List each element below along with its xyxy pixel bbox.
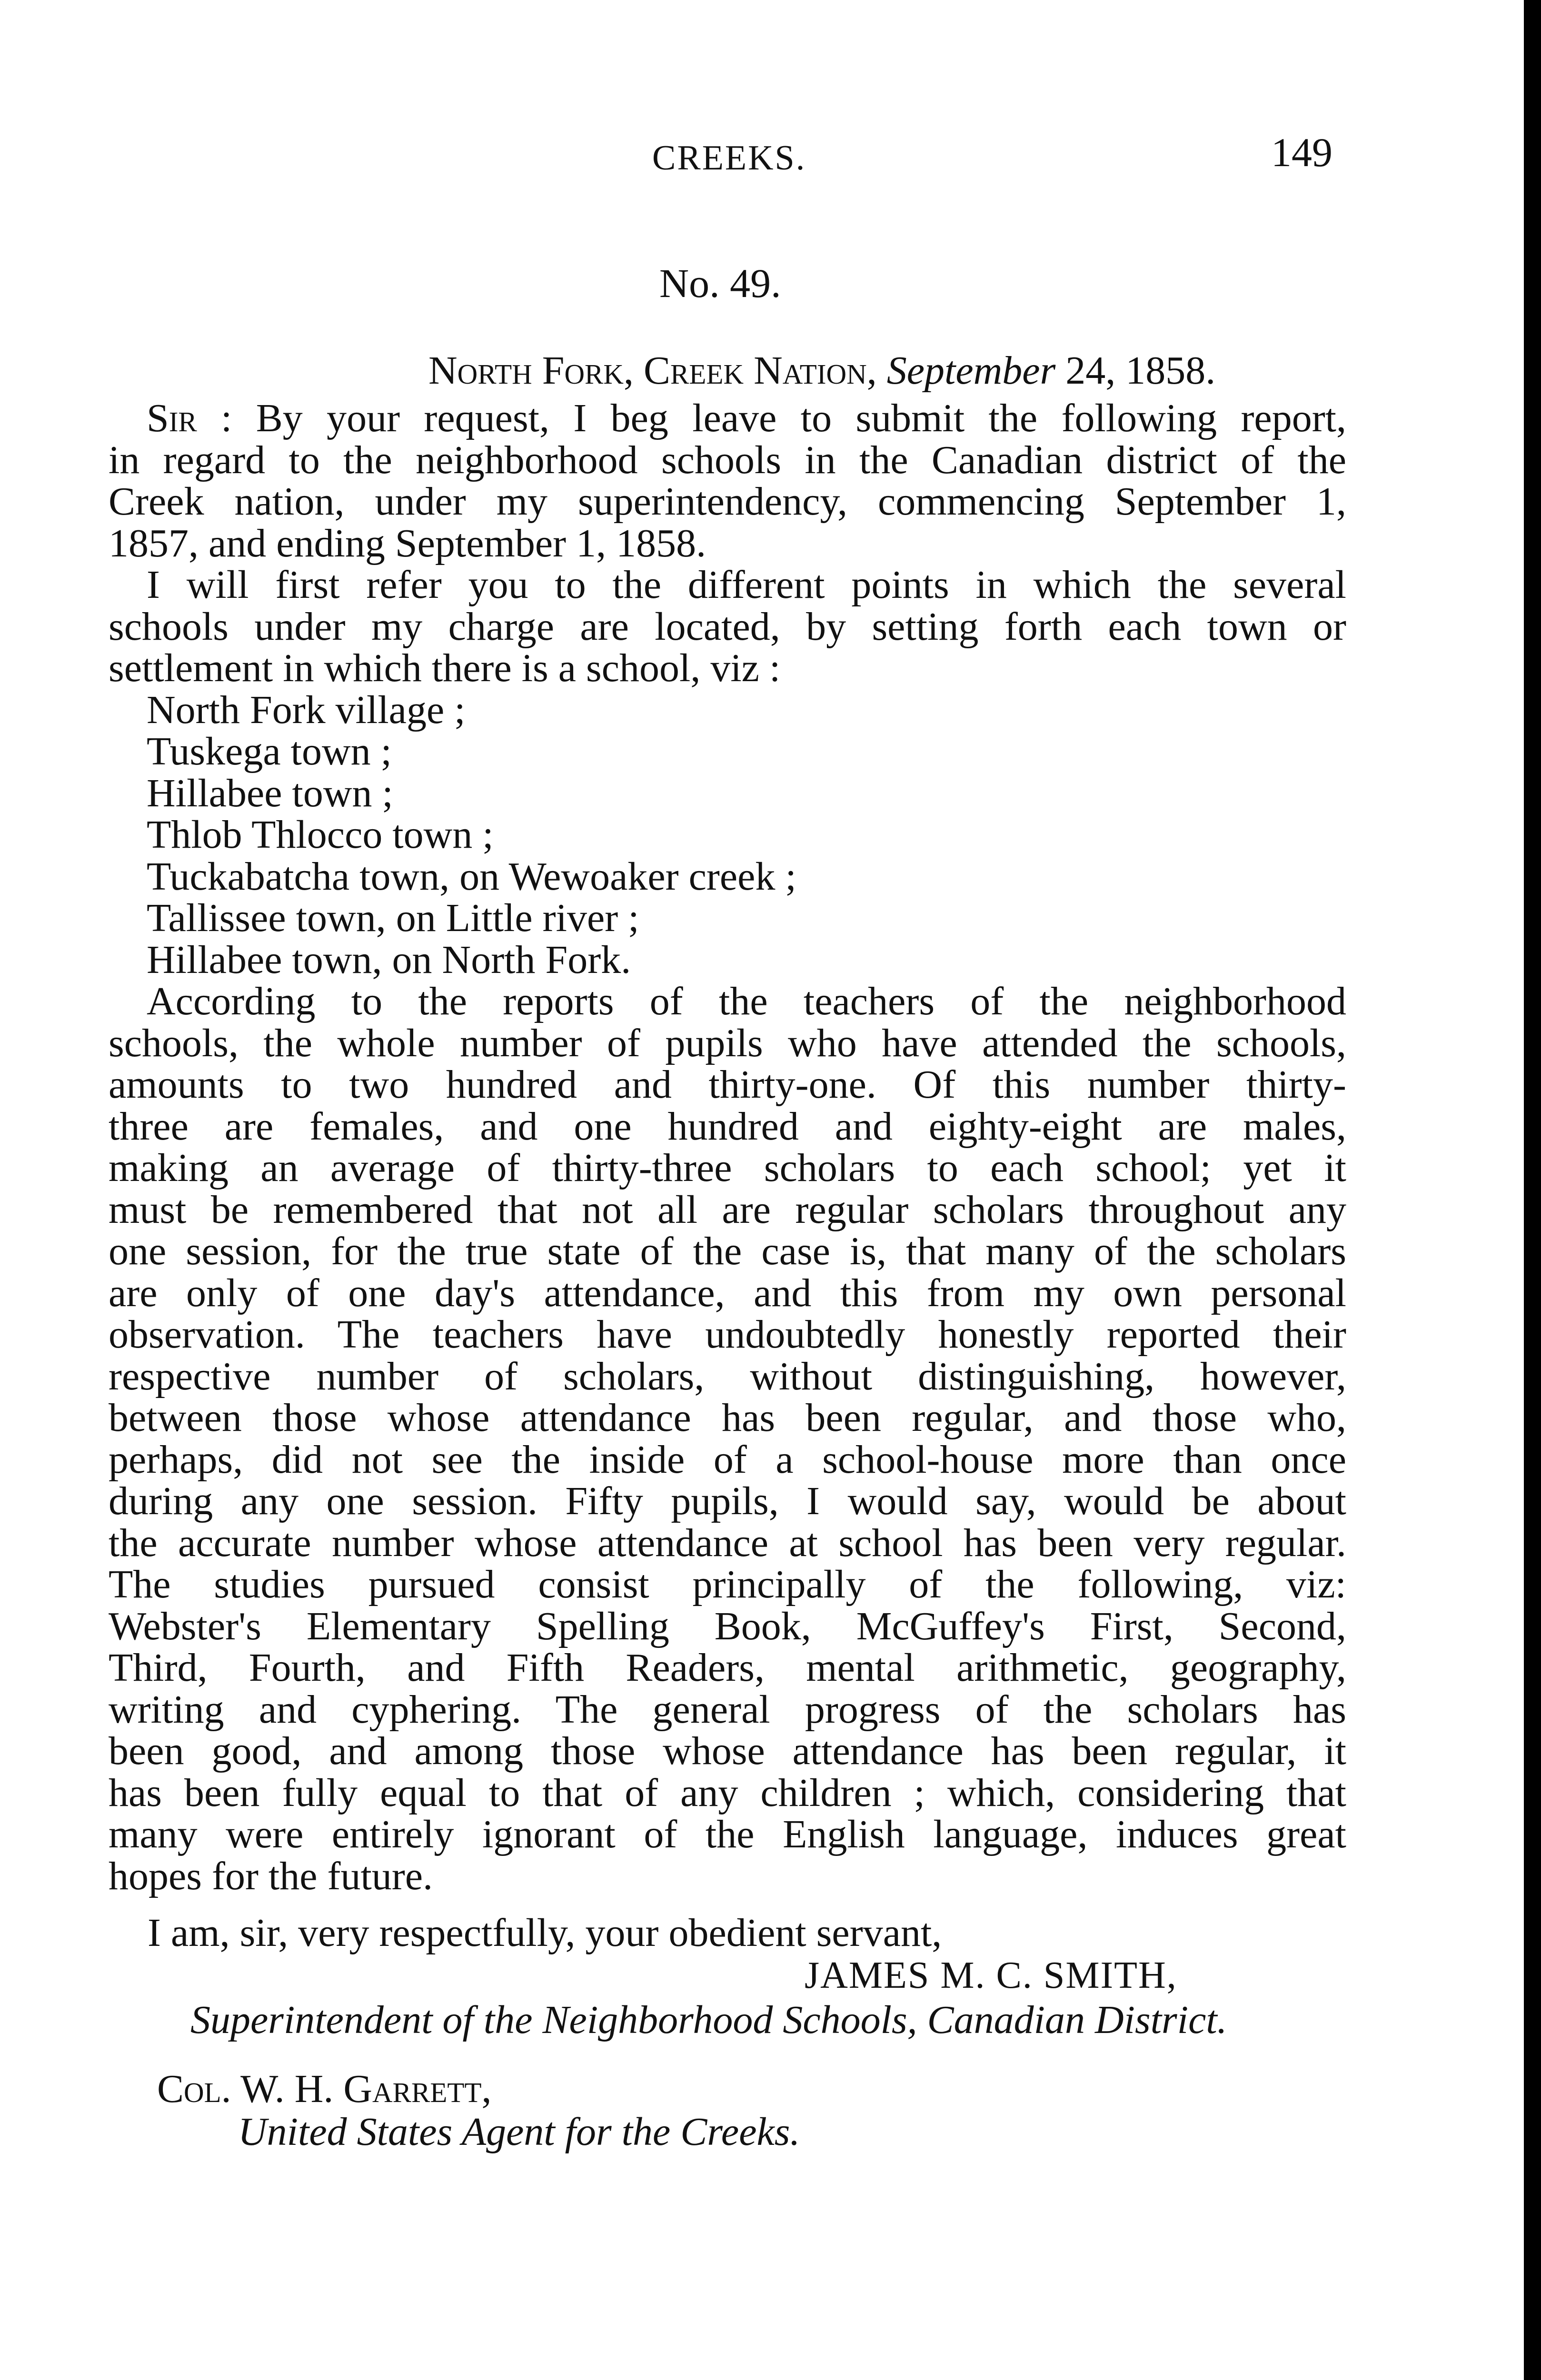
addressee-title: United States Agent for the Creeks. [238, 2110, 800, 2154]
body-line: Third, Fourth, and Fifth Readers, mental arithmetic, geography, [109, 1646, 1346, 1690]
body-line: amounts to two hundred and thirty-one. Of this number thirty- [109, 1062, 1346, 1107]
closing: I am, sir, very respectfully, your obedient servant, [148, 1911, 942, 1955]
addressee-name: Col. W. H. Garrett, [157, 2067, 492, 2111]
body-line: making an average of thirty-three scholars to each school; yet it [109, 1146, 1346, 1190]
body-line: are only of one day's attendance, and this from my own personal [109, 1270, 1346, 1315]
dateline-place: North Fork, Creek Nation, [428, 348, 877, 393]
dateline-month: September [886, 348, 1056, 393]
body-line: Webster's Elementary Spelling Book, McGuffey's First, Second, [109, 1604, 1346, 1648]
body-line: observation. The teachers have undoubtedly honestly reported their [109, 1312, 1346, 1357]
list-item: Hillabee town, on North Fork. [147, 937, 631, 982]
dateline [428, 347, 1215, 394]
body-line: writing and cyphering. The general progress of the scholars has [109, 1687, 1346, 1732]
body-line: between those whose attendance has been regular, and those who, [109, 1396, 1346, 1440]
list-item: Tuckabatcha town, on Wewoaker creek ; [147, 854, 796, 899]
running-head: CREEKS. [652, 139, 806, 178]
body-line: 1857, and ending September 1, 1858. [109, 521, 706, 565]
body-line: in regard to the neighborhood schools in the Canadian district of the [109, 437, 1346, 482]
body-line: many were entirely ignorant of the English language, induces great [109, 1812, 1346, 1856]
letter-body [109, 397, 1346, 1897]
list-item: Thlob Thlocco town ; [147, 813, 494, 857]
salutation: Sir : [147, 396, 232, 440]
body-line: Creek nation, under my superintendency, commencing September 1, [109, 479, 1346, 524]
body-line: hopes for the future. [109, 1854, 433, 1898]
body-line: the accurate number whose attendance at school has been very regular. [109, 1520, 1346, 1565]
signer-name: JAMES M. C. SMITH, [805, 1954, 1177, 1996]
scan-edge-right [1524, 0, 1541, 2380]
list-item: Hillabee town ; [147, 771, 393, 815]
body-line: one session, for the true state of the case is, that many of the scholars [109, 1229, 1346, 1273]
body-line: The studies pursued consist principally of the following, viz: [109, 1562, 1346, 1606]
page-number: 149 [1271, 129, 1332, 175]
body-line: settlement in which there is a school, viz : [109, 646, 781, 690]
body-line: perhaps, did not see the inside of a school-house more than once [109, 1437, 1346, 1482]
body-line: Sir : By your request, I beg leave to submit the following report, [147, 396, 1347, 440]
document-number: No. 49. [659, 260, 781, 306]
body-line: schools under my charge are located, by setting forth each town or [109, 604, 1346, 649]
body-line: been good, and among those whose attendance has been regular, it [109, 1729, 1346, 1773]
body-line: schools, the whole number of pupils who have attended the schools, [109, 1021, 1346, 1065]
list-item: North Fork village ; [147, 687, 466, 732]
body-line: has been fully equal to that of any children ; which, considering that [109, 1770, 1346, 1815]
body-line: I will first refer you to the different points in which the several [147, 563, 1346, 607]
body-line: three are females, and one hundred and eighty-eight are males, [109, 1104, 1346, 1149]
list-item: Tuskega town ; [147, 729, 392, 774]
dateline-date: 24, 1858. [1065, 348, 1216, 393]
body-line: during any one session. Fifty pupils, I would say, would be about [109, 1479, 1346, 1523]
body-line: respective number of scholars, without distinguishing, however, [109, 1354, 1346, 1398]
body-line: must be remembered that not all are regular scholars throughout any [109, 1187, 1346, 1232]
signer-title: Superintendent of the Neighborhood Schools, Canadian District. [190, 1998, 1227, 2042]
body-line: According to the reports of the teachers of the neighborhood [147, 979, 1346, 1023]
list-item: Tallissee town, on Little river ; [147, 896, 639, 940]
